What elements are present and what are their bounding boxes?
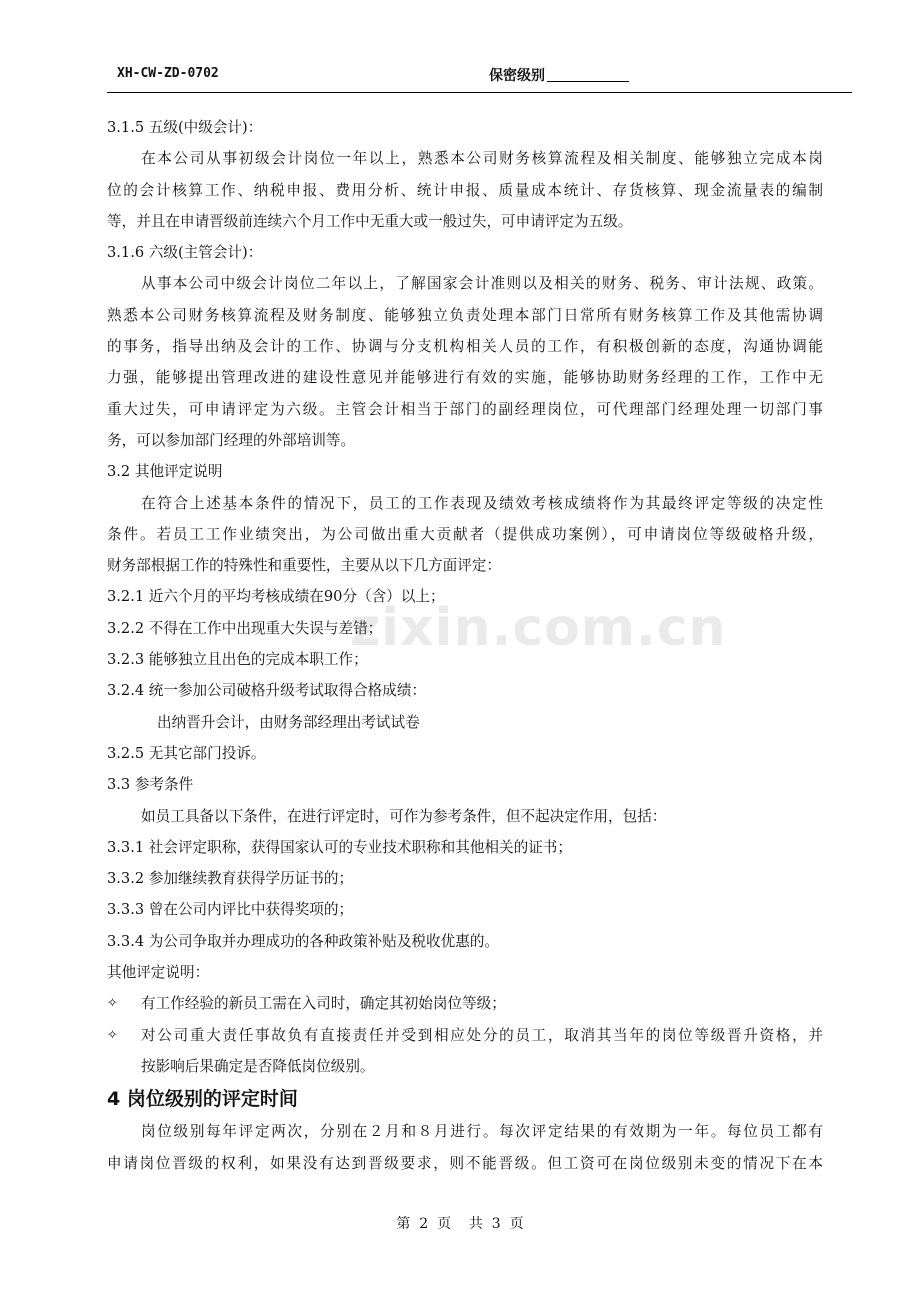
security-level bbox=[489, 65, 629, 85]
paragraph-line: 重大过失，可申请评定为六级。主管会计相当于部门的副经理岗位，可代理部门经理处理一切部门事 bbox=[107, 400, 823, 418]
paragraph-line: 在本公司从事初级会计岗位一年以上，熟悉本公司财务核算流程及相关制度、能够独立完成本岗 bbox=[141, 150, 823, 168]
paragraph-line: 如员工具备以下条件，在进行评定时，可作为参考条件，但不起决定作用，包括： bbox=[141, 807, 667, 825]
list-item: 3.2.2 不得在工作中出现重大失误与差错； bbox=[107, 619, 383, 637]
paragraph-line: 从事本公司中级会计岗位二年以上，了解国家会计准则以及相关的财务、税务、审计法规、政策。 bbox=[141, 275, 823, 293]
section-3-3-title: 3.3 参考条件 bbox=[107, 776, 194, 794]
list-item: 3.2.1 近六个月的平均考核成绩在90分（含）以上； bbox=[107, 588, 445, 606]
paragraph-line: 等，并且在申请晋级前连续六个月工作中无重大或一般过失，可申请评定为五级。 bbox=[107, 212, 633, 230]
list-item: 3.2.5 无其它部门投诉。 bbox=[107, 744, 266, 762]
bullet-text-continuation: 按影响后果确定是否降低岗位级别。 bbox=[141, 1057, 375, 1075]
paragraph-line: 务，可以参加部门经理的外部培训等。 bbox=[107, 431, 356, 449]
paragraph-line: 位的会计核算工作、纳税申报、费用分析、统计申报、质量成本统计、存货核算、现金流量表的编制 bbox=[107, 181, 823, 199]
page-footer: 第 2 页 共 3 页 bbox=[396, 1216, 524, 1232]
list-item: 3.2.4 统一参加公司破格升级考试取得合格成绩： bbox=[107, 682, 427, 700]
security-level-blank bbox=[547, 67, 629, 82]
document-body bbox=[107, 112, 823, 1179]
bullet-item bbox=[107, 988, 823, 1019]
document-code: XH-CW-ZD-0702 bbox=[117, 66, 219, 81]
paragraph-line: 的事务，指导出纳及会计的工作、协调与分支机构相关人员的工作，有积极创新的态度，沟通协调能 bbox=[107, 338, 823, 356]
section-3-2-title: 3.2 其他评定说明 bbox=[107, 463, 223, 481]
section-3-1-6-title: 3.1.6 六级(主管会计)： bbox=[107, 244, 263, 262]
paragraph-line: 力强，能够提出管理改进的建设性意见并能够进行有效的实施，能够协助财务经理的工作，工作中无 bbox=[107, 369, 823, 387]
paragraph-line: 条件。若员工工作业绩突出，为公司做出重大贡献者（提供成功案例），可申请岗位等级破格升级， bbox=[107, 525, 823, 543]
paragraph-line: 申请岗位晋级的权利，如果没有达到晋级要求，则不能晋级。但工资可在岗位级别未变的情况下在本 bbox=[107, 1154, 823, 1172]
paragraph-line: 岗位级别每年评定两次，分别在２月和８月进行。每次评定结果的有效期为一年。每位员工都有 bbox=[141, 1123, 823, 1141]
list-item: 3.3.4 为公司争取并办理成功的各种政策补贴及税收优惠的。 bbox=[107, 932, 500, 950]
paragraph-line: 在符合上述基本条件的情况下，员工的工作表现及绩效考核成绩将作为其最终评定等级的决定性 bbox=[141, 494, 823, 512]
watermark: zixin.com.cn bbox=[350, 598, 727, 658]
paragraph-line: 财务部根据工作的特殊性和重要性，主要从以下几方面评定： bbox=[107, 557, 502, 575]
list-item: 3.3.2 参加继续教育获得学历证书的； bbox=[107, 870, 354, 888]
page-header bbox=[107, 64, 852, 93]
diamond-star-icon: ✧ bbox=[107, 996, 118, 1012]
bullet-text: 有工作经验的新员工需在入司时，确定其初始岗位等级； bbox=[141, 995, 506, 1013]
list-item-note: 出纳晋升会计，由财务部经理出考试试卷 bbox=[157, 713, 420, 731]
bullet-item bbox=[107, 1020, 823, 1051]
bullet-text: 对公司重大责任事故负有直接责任并受到相应处分的员工，取消其当年的岗位等级晋升资格，并 bbox=[141, 1026, 823, 1044]
other-notes-title: 其他评定说明： bbox=[107, 964, 210, 982]
list-item: 3.3.1 社会评定职称，获得国家认可的专业技术职称和其他相关的证书； bbox=[107, 838, 572, 856]
list-item: 3.3.3 曾在公司内评比中获得奖项的； bbox=[107, 901, 354, 919]
security-level-label: 保密级别 bbox=[489, 68, 545, 84]
section-4-heading: 4 岗位级别的评定时间 bbox=[107, 1088, 298, 1111]
paragraph-line: 熟悉本公司财务核算流程及财务制度、能够独立负责处理本部门日常所有财务核算工作及其他需协调 bbox=[107, 306, 823, 324]
section-3-1-5-title: 3.1.5 五级(中级会计)： bbox=[107, 119, 263, 136]
list-item: 3.2.3 能够独立且出色的完成本职工作； bbox=[107, 651, 368, 669]
diamond-star-icon: ✧ bbox=[107, 1027, 118, 1043]
